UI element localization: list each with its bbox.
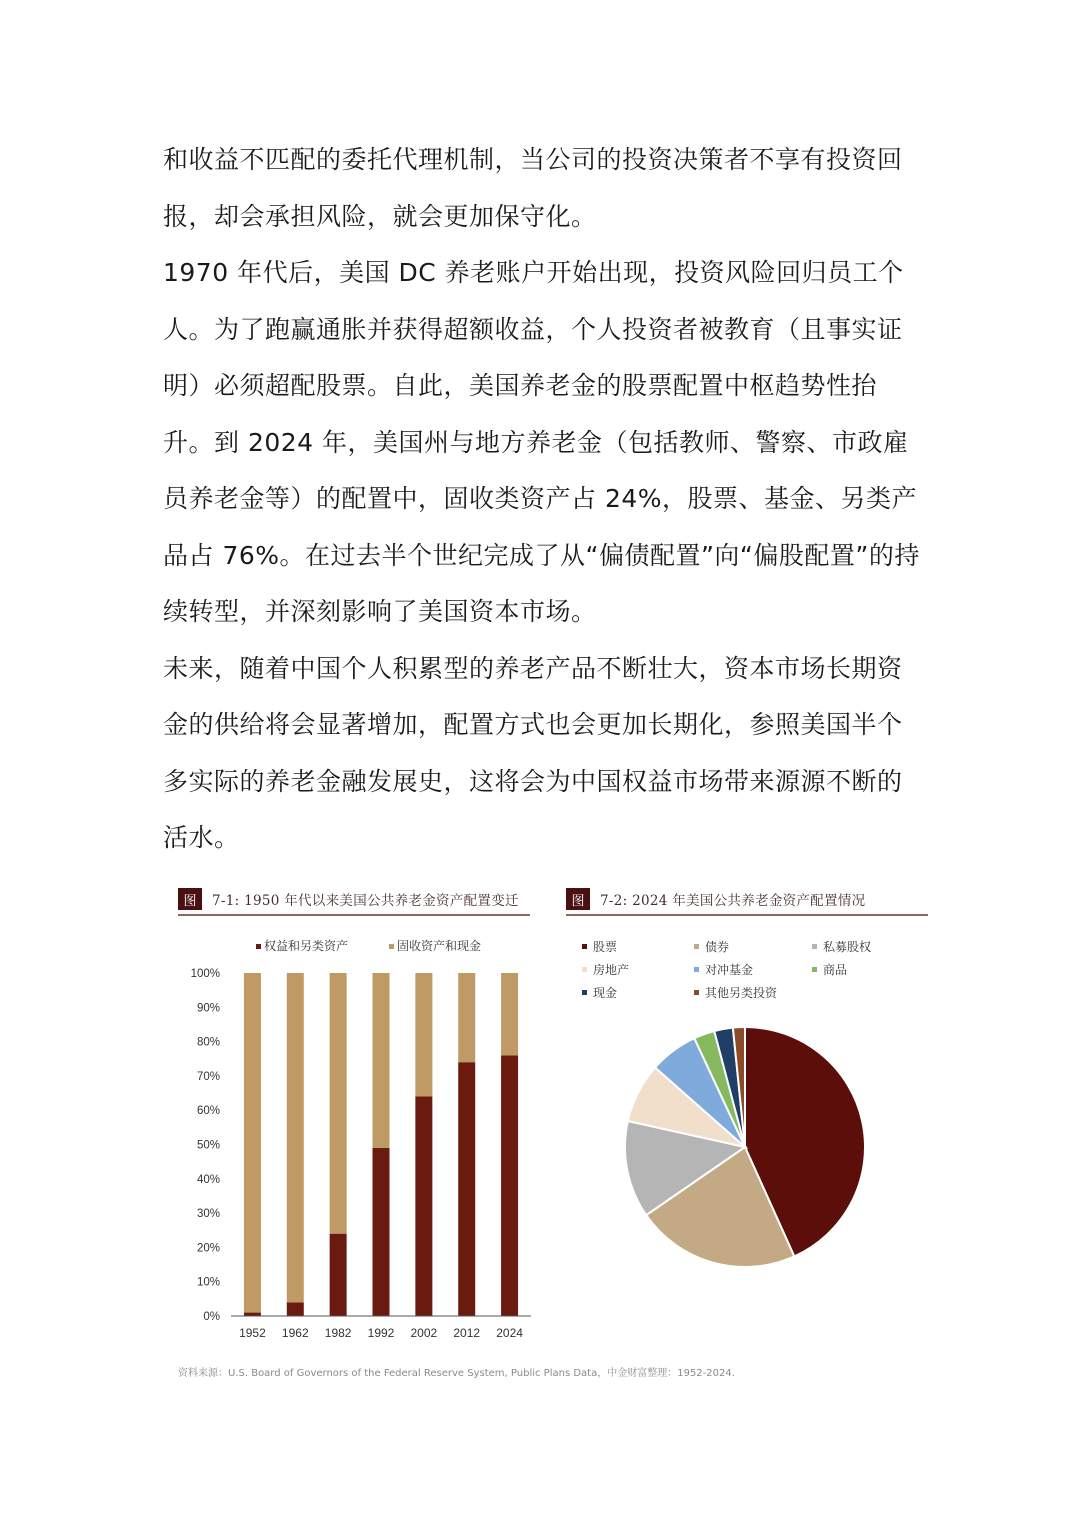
x-tick-label: 1952 xyxy=(239,1326,266,1340)
pie-legend-swatch xyxy=(694,990,699,995)
pie-legend-item xyxy=(694,961,812,978)
bar-segment xyxy=(244,1313,261,1316)
pie-legend-label: 股票 xyxy=(593,940,618,954)
paragraph-1: 和收益不匹配的委托代理机制，当公司的投资决策者不享有投资回报，却会承担风险，就会更加保守化。 xyxy=(163,145,903,231)
y-tick-label: 20% xyxy=(196,1242,220,1255)
bar-segment xyxy=(458,973,475,1062)
pie-legend-item xyxy=(582,938,694,955)
y-tick-label: 40% xyxy=(196,1173,220,1186)
figure-1-title: 7-1: 1950 年代以来美国公共养老金资产配置变迁 xyxy=(212,893,519,909)
pie-legend-swatch xyxy=(582,944,587,949)
y-tick-label: 70% xyxy=(196,1070,220,1083)
pie-legend-swatch xyxy=(812,944,817,949)
figure-2-title: 7-2: 2024 年美国公共养老金资产配置情况 xyxy=(600,893,866,909)
pie-legend-item xyxy=(582,984,694,1001)
bar-segment xyxy=(287,973,304,1302)
pie-legend-label: 其他另类投资 xyxy=(705,986,778,1000)
bar-segment xyxy=(244,973,261,1313)
stacked-bar-chart xyxy=(176,930,536,1350)
bar-segment xyxy=(501,1055,518,1316)
paragraph-3: 未来，随着中国个人积累型的养老产品不断壮大，资本市场长期资金的供给将会显著增加，配置方式也会更加长期化，参照美国半个多实际的养老金融发展史，这将会为中国权益市场带来源源不断的活水。 xyxy=(163,653,903,852)
bar-legend-label: 固收资产和现金 xyxy=(397,939,482,953)
pie-legend-swatch xyxy=(694,944,699,949)
pie-legend-swatch xyxy=(582,967,587,972)
y-tick-label: 80% xyxy=(196,1036,220,1049)
y-tick-label: 10% xyxy=(196,1276,220,1289)
y-tick-label: 30% xyxy=(196,1208,220,1221)
bar-segment xyxy=(415,1096,432,1316)
source-note: 资料来源：U.S. Board of Governors of the Federal Reserve System, Public Plans Data，中金财富整理：1952-2024. xyxy=(178,1368,735,1379)
pie-legend-item xyxy=(694,984,812,1001)
x-tick-label: 2012 xyxy=(453,1326,481,1340)
pie-legend-item xyxy=(694,938,812,955)
x-tick-label: 1982 xyxy=(324,1326,352,1340)
bar-legend-swatch xyxy=(389,944,394,949)
bar-legend-label: 权益和另类资产 xyxy=(264,939,349,953)
paragraph-2: 1970 年代后，美国 DC 养老账户开始出现，投资风险回归员工个人。为了跑赢通胀并获得超额收益，个人投资者被教育（且事实证明）必须超配股票。自此，美国养老金的股票配置中枢趋势性抬升。到 2024 年，美国州与地方养老金（包括教师、警察、市政雇员养老金等）的配置中，固收类资产占 24%，股票、基金、另类产品占 76%。在过去半个世纪完成了从“偏债配置”向“偏股配置”的持续转型，并深刻影响了美国资本市场。 xyxy=(163,258,920,626)
pie-legend-item xyxy=(582,961,694,978)
pie-legend-swatch xyxy=(582,990,587,995)
x-tick-label: 1962 xyxy=(281,1326,309,1340)
bar-segment xyxy=(287,1302,304,1316)
bar-legend-swatch xyxy=(256,944,261,949)
x-tick-label: 1992 xyxy=(367,1326,395,1340)
y-tick-label: 50% xyxy=(196,1139,220,1152)
pie-legend-label: 现金 xyxy=(593,986,618,1000)
figure-2-header xyxy=(566,884,928,916)
bar-segment xyxy=(330,973,347,1234)
pie-legend-label: 私募股权 xyxy=(823,940,872,954)
pie-legend-swatch xyxy=(694,967,699,972)
pie-legend-label: 房地产 xyxy=(593,963,630,977)
figure-1-tag: 图 xyxy=(178,888,202,910)
bar-segment xyxy=(373,973,390,1148)
x-tick-label: 2024 xyxy=(496,1326,523,1340)
y-tick-label: 100% xyxy=(190,968,220,980)
figure-2-tag: 图 xyxy=(566,888,590,910)
bar-segment xyxy=(415,973,432,1096)
article-body xyxy=(163,132,923,867)
pie-legend-label: 商品 xyxy=(823,963,848,977)
figure-1-header xyxy=(178,884,530,916)
pie-legend-swatch xyxy=(812,967,817,972)
pie-chart xyxy=(620,1020,870,1275)
y-tick-label: 0% xyxy=(203,1311,220,1323)
x-tick-label: 2002 xyxy=(410,1326,438,1340)
bar-segment xyxy=(458,1062,475,1316)
bar-segment xyxy=(373,1148,390,1316)
pie-legend-item xyxy=(812,938,922,955)
pie-legend-item xyxy=(812,961,922,978)
pie-legend-label: 对冲基金 xyxy=(705,963,754,977)
y-tick-label: 90% xyxy=(196,1002,220,1015)
bar-segment xyxy=(330,1234,347,1316)
pie-legend-label: 债券 xyxy=(705,940,730,954)
y-tick-label: 60% xyxy=(196,1105,220,1118)
bar-segment xyxy=(501,973,518,1055)
pie-legend xyxy=(582,938,922,1001)
